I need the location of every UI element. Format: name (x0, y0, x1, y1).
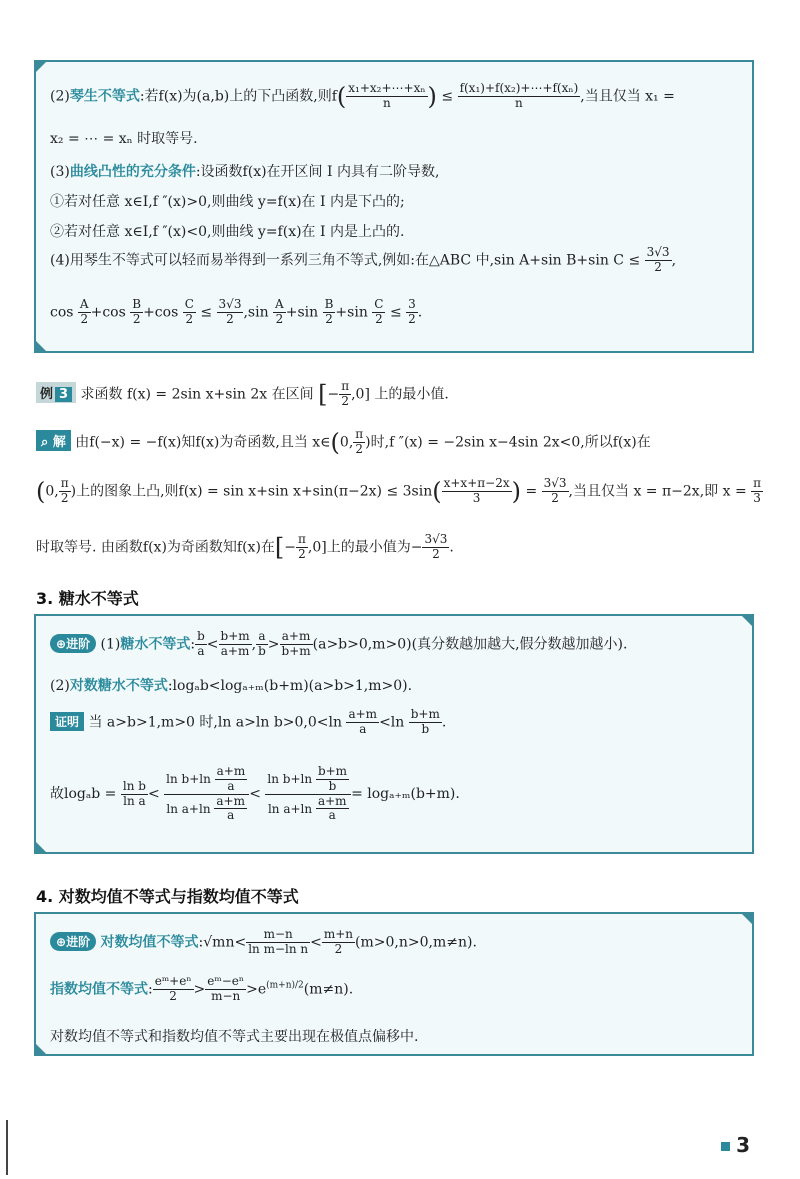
solution-line-3: 时取等号. 由函数f(x)为奇函数知f(x)在[− $\frac{\pi}{2}$ ,0]上的最小值为− $\frac{3√3}{2}$ . (36, 532, 454, 562)
advance-icon: ⊕ (56, 935, 67, 950)
sugar-water-line-2: (2)对数糖水不等式:logₐb<logₐ₊ₘ(b+m)(a>b>1,m>0). (50, 678, 413, 694)
box-corner (740, 912, 754, 926)
advanced-badge: ⊕进阶 (50, 634, 96, 653)
section-3-heading: 3. 糖水不等式 (36, 589, 139, 608)
exp-mean-line: 指数均值不等式: $\frac{\text{eᵐ+eⁿ}}{2}$ > $\frac{\text{eᵐ−eⁿ}}{m-n}$ $>e^{(m+n)/2}(m\ne n)$. (50, 974, 354, 1003)
mean-ineq-note: 对数均值不等式和指数均值不等式主要出现在极值点偏移中. (50, 1029, 419, 1045)
box-corner (34, 840, 48, 854)
box-corner (740, 614, 754, 628)
page-number: 3 (721, 1133, 750, 1157)
compound-frac-2: ln b+ln $\frac{b+m}{b}$ ln a+ln $\frac{a+m}{a}$ (265, 765, 351, 823)
trig-ineq-line-1: (4)用琴生不等式可以轻而易举得到一系列三角不等式,例如:在△ABC 中,sin A+sin B+sin C ≤ $\frac{3√3}{2}$ , (50, 245, 677, 274)
box-corner (34, 60, 48, 74)
advanced-badge: ⊕进阶 (50, 932, 96, 951)
proof-line-2: 故logₐb = $\frac{\text{ln b}}{\text{ln a}}$ < ln b+ln $\frac{a+m}{a}$ ln a+ln $\frac{a+m}{a}$ < ln b+ln $\frac{b+m}{b}$ ln a+ln $\frac{a+m}{a}$ = logₐ₊ₘ(b+m). (50, 764, 460, 823)
square-icon (721, 1142, 730, 1151)
solution-line-2: (0, $\frac{\pi}{2}$ )上的图象上凸,则f(x) = sin x+sin x+sin(π−2x) ≤ 3sin( $\frac{x+x+\pi-2x}{3}$ ) = $\frac{3√3}{2}$ ,当且仅当 x = π−2x,即 x = $\frac{\pi}{3}$ (36, 476, 762, 506)
jensen-title: 琴生不等式 (69, 88, 140, 105)
compound-frac-1: ln b+ln $\frac{a+m}{a}$ ln a+ln $\frac{a+m}{a}$ (164, 765, 249, 823)
trig-ineq-line-2: cos $\frac{A}{2}$ +cos $\frac{B}{2}$ +cos $\frac{C}{2}$ ≤ $\frac{3√3}{2}$ ,sin $\frac{A}{2}$ +sin $\frac{B}{2}$ +sin $\frac{C}{2}$ ≤ $\frac{3}{2}$ . (50, 297, 423, 326)
example-tag: 例 3 (36, 382, 76, 403)
convexity-case-2: ②若对任意 x∈I,f ″(x)<0,则曲线 y=f(x)在 I 内是上凸的. (50, 224, 405, 240)
section-4-heading: 4. 对数均值不等式与指数均值不等式 (36, 887, 299, 906)
example-3: 例 3 求函数 f(x) = 2sin x+sin 2x 在区间 [− $\frac{\pi}{2}$ ,0] 上的最小值. (36, 380, 449, 409)
jensen-frac-1: $\frac{\text{x₁+x₂+⋯+xₙ}}{n}$ (348, 81, 426, 110)
solution-tag: ⌕ 解 (36, 430, 71, 451)
convexity-line: (3)曲线凸性的充分条件:设函数f(x)在开区间 I 内具有二阶导数, (50, 164, 440, 180)
page-edge-line (6, 1120, 8, 1175)
advance-icon: ⊕ (56, 637, 67, 652)
jensen-frac-2: $\frac{\text{f(x₁)+f(x₂)+⋯+f(xₙ)}}{n}$ (459, 81, 579, 110)
trig-frac: $\frac{3√3}{2}$ (646, 245, 670, 274)
log-mean-line: ⊕进阶 对数均值不等式:√mn< $\frac{m-n}{\text{ln m−ln n}}$ < $\frac{m+n}{2}$ (m>0,n>0,m≠n). (50, 928, 477, 957)
box-corner (34, 339, 48, 353)
proof-line-1: 证明 当 a>b>1,m>0 时,ln a>ln b>0,0<ln $\frac{a+m}{a}$ <ln $\frac{b+m}{b}$ . (50, 708, 446, 737)
box-corner (34, 1042, 48, 1056)
jensen-line-2: x₂ = ⋯ = xₙ 时取等号. (50, 131, 198, 147)
convexity-title: 曲线凸性的充分条件 (69, 164, 196, 180)
proof-tag: 证明 (50, 712, 84, 731)
convexity-case-1: ①若对任意 x∈I,f ″(x)>0,则曲线 y=f(x)在 I 内是下凸的; (50, 194, 405, 210)
magnifier-icon: ⌕ (41, 435, 49, 451)
sugar-water-line-1: ⊕进阶 (1)糖水不等式: $\frac{b}{a}$ < $\frac{b+m}{a+m}$ , $\frac{a}{b}$ > $\frac{a+m}{b+m}$ (a>b>0,m>0)(真分数越加越大,假分数越加越小). (50, 630, 627, 659)
solution-line-1: ⌕ 解 由f(−x) = −f(x)知f(x)为奇函数,且当 x∈(0, $\frac{\pi}{2}$ )时,f ″(x) = −2sin x−4sin 2x<0,所以f(x)在 (36, 428, 651, 457)
jensen-line-1: (2)琴生不等式:若f(x)为(a,b)上的下凸函数,则f( $\frac{\text{x₁+x₂+⋯+xₙ}}{n}$ ) ≤ $\frac{\text{f(x₁)+f(x₂)+⋯+f(xₙ)}}{n}$ ,当且仅当 x₁ = (50, 81, 675, 111)
